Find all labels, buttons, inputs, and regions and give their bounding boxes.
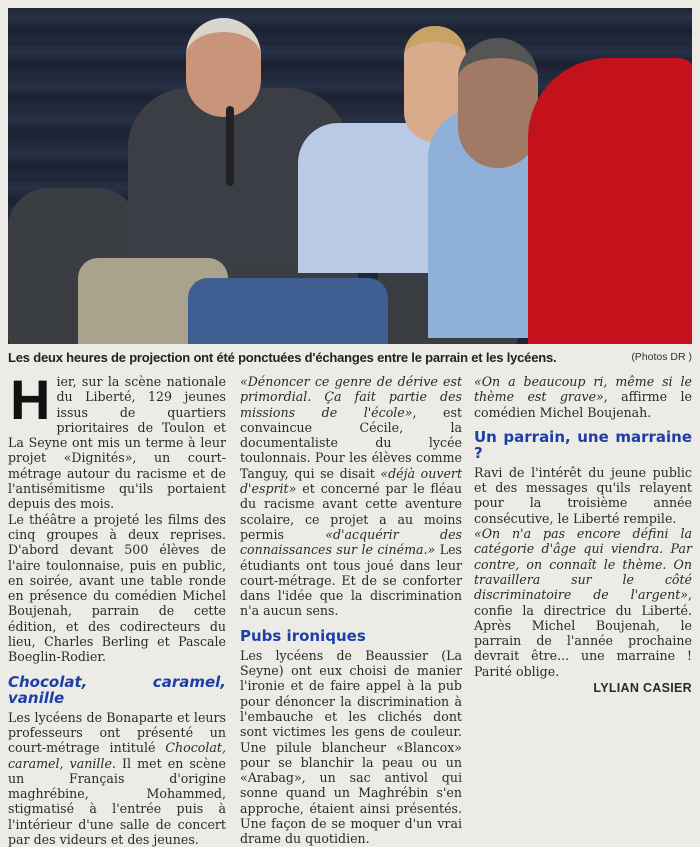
quote: «On a beaucoup ri, même si le thème est grave»: [474, 374, 692, 405]
subheading-pubs: Pubs ironiques: [240, 626, 366, 645]
column-1: [8, 368, 226, 847]
quote: «déjà ouvert d'esprit»: [240, 465, 462, 497]
film-title: Chocolat, caramel, vanille: [8, 740, 226, 771]
photo-caption: [8, 346, 692, 368]
paragraph: «On n'a pas encore défini la catégorie d'âge qui viendra. Par contre, on connaît le thème. On travaillera sur le côté discriminatoire de l'argent», confie la directrice du Liberté. Après Michel Boujenah, le parrain de l'année prochaine devrait être... une marraine ! Parité oblige.: [474, 526, 692, 679]
drop-cap: H: [10, 368, 51, 431]
speaker-head: [186, 18, 261, 117]
paragraph: Les lycéens de Bonaparte et leurs professeurs ont présenté un court-métrage intitulé Chocolat, caramel, vanille. Il met en scène un Français d'origine maghrébine, Mohammed, stigmatisé à l'entrée puis à l'intérieur d'une salle de concert par des videurs et des jeunes.: [8, 709, 226, 847]
paragraph: Le théâtre a projeté les films des cinq groupes à deux reprises. D'abord devant 500 élèves de l'aire toulonnaise, puis en public, en soirée, avant une table ronde en présence du comédien Michel Boujenah, parrain de cette édition, et des codirecteurs du lieu, Charles Berling et Pascale Boeglin-Rodier.: [8, 511, 226, 665]
quote: «On n'a pas encore défini la catégorie d'âge qui viendra. Par contre, on connaît le thème. On travaillera sur le côté discriminatoire de l'argent»: [474, 526, 692, 603]
quote: «Dénoncer ce genre de dérive est primordial. Ça fait partie des missions de l'école»: [240, 374, 462, 420]
column-3: [474, 374, 692, 696]
student-1-jeans: [188, 278, 388, 344]
paragraph: Les lycéens de Beaussier (La Seyne) ont eux choisi de manier l'ironie et de faire appel à la pub pour dénoncer la discrimination à l'embauche et les clichés dont sont victimes les gens de couleur. Une pilule blancheur «Blancox» pour se blanchir la peau ou un «Arabag», un sac antivol qui sonne quand un Maghrébin s'en approche, étaient ainsi présentés. Une façon de se moquer d'un vrai drame du quotidien.: [240, 647, 462, 847]
article-photo: [8, 8, 692, 344]
paragraph: «On a beaucoup ri, même si le thème est grave», affirme le comédien Michel Boujenah.: [474, 374, 692, 420]
quote: «d'acquérir des connaissances sur le cinéma.»: [240, 526, 462, 558]
subheading-parrain: Un parrain, une marraine ?: [474, 427, 692, 462]
column-2: [240, 374, 462, 847]
person-red-top: [528, 58, 692, 344]
byline: LYLIAN CASIER: [593, 681, 692, 696]
caption-text: Les deux heures de projection ont été ponctuées d'échanges entre le parrain et les lycéens.: [8, 349, 557, 365]
paragraph: Ravi de l'intérêt du jeune public et des messages qu'ils relayent pour la troisième année consécutive, le Liberté rempile.: [474, 464, 692, 526]
paragraph: «Dénoncer ce genre de dérive est primordial. Ça fait partie des missions de l'école», est convaincue Cécile, la documentaliste du lycée toulonnais. Pour les élèves comme Tanguy, qui se disait «déjà ouvert d'esprit» et concerné par le fléau du racisme avant cette aventure scolaire, ce projet a au moins permis «d'acquérir des connaissances sur le cinéma.» Les étudiants ont tous joué dans leur court-métrage. Et de se conforter dans l'idée que la discrimination n'a aucun sens.: [240, 374, 462, 619]
subheading-chocolat: Chocolat, caramel, vanille: [8, 672, 226, 707]
student-2-head: [458, 38, 538, 168]
photo-credit: (Photos DR ): [631, 351, 692, 363]
microphone: [226, 106, 234, 186]
intro-paragraph: Hier, sur la scène nationale du Liberté, 129 jeunes issus de quartiers prioritaires de Toulon et La Seyne ont mis un terme à leur projet «Dignités», un court-métrage autour du racisme et de l'antisémitisme qu'ils portaient depuis des mois.: [8, 368, 226, 512]
